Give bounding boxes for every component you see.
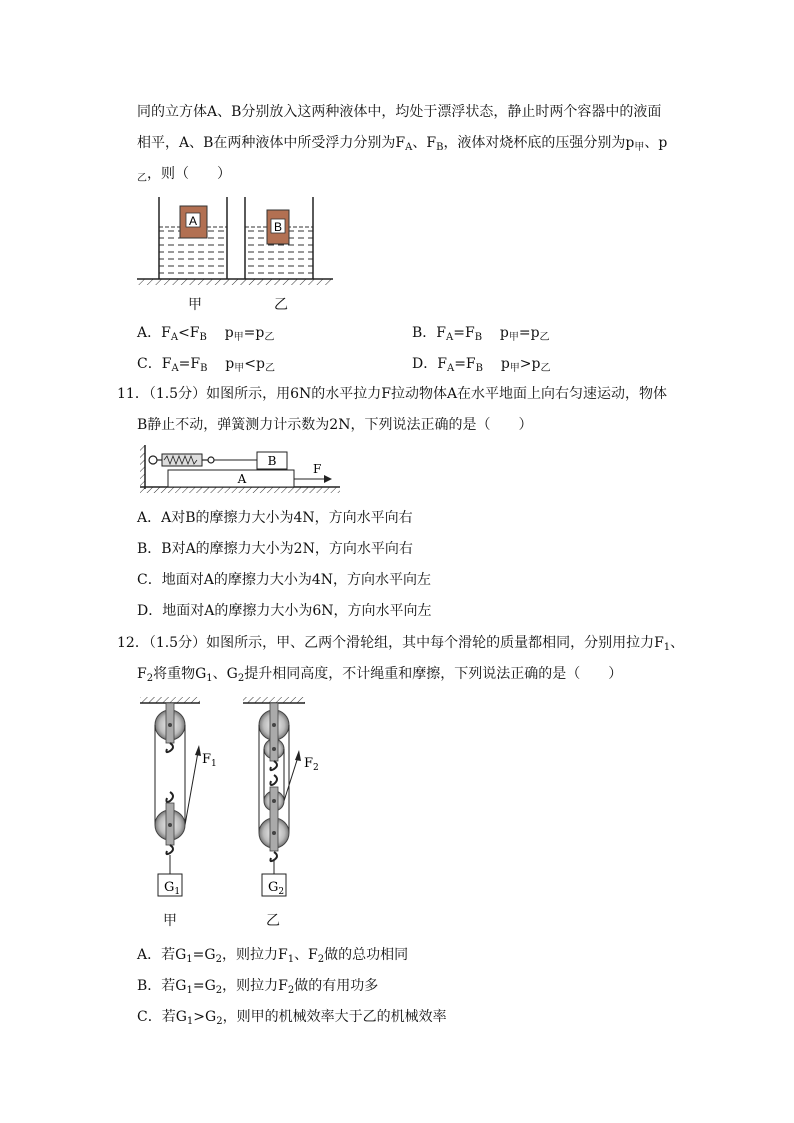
q12-pulley-figure <box>140 697 340 902</box>
q12-caption-jia: 甲 <box>163 913 177 929</box>
q12-option-b: B．若$G_1=G_2$，则拉力$F_2$做的有用功多 <box>137 978 379 996</box>
block-a-label: A <box>237 472 247 486</box>
weight-g1-label: $G_1$ <box>164 880 181 897</box>
q10-text-line1: 同的立方体A、B分别放入这两种液体中，均处于漂浮状态，静止时两个容器中的液面 <box>137 104 662 120</box>
q10-caption-yi: 乙 <box>274 297 288 313</box>
q10-option-a: A．$F_A<F_B$ $p_甲=p_乙$ <box>137 325 275 343</box>
q11-option-d: D．地面对A的摩擦力大小为6N，方向水平向左 <box>137 603 432 619</box>
cube-a-label: A <box>188 214 198 228</box>
weight-g2-label: $G_2$ <box>268 880 285 897</box>
force-f1-label: $F_1$ <box>202 752 217 769</box>
q10-option-c: C．$F_A=F_B$ $p_甲<p_乙$ <box>137 356 275 374</box>
q11-text-line1: 11．（1.5分）如图所示，用6N的水平拉力F拉动物体A在水平地面上向右匀速运动，物体 <box>117 386 668 402</box>
pulley-system-yi <box>243 697 319 897</box>
q12-option-a: A．若$G_1=G_2$，则拉力$F_1$、$F_2$做的总功相同 <box>137 947 409 965</box>
q12-text-line1: 12．（1.5分）如图所示，甲、乙两个滑轮组，其中每个滑轮的质量都相同，分别用拉力$F_1$、 <box>117 635 685 653</box>
q12-caption-yi: 乙 <box>266 913 280 929</box>
beaker-jia <box>159 197 227 279</box>
q12-text-line2: $F_2$将重物$G_1$、$G_2$提升相同高度，不计绳重和摩擦，下列说法正确的是（ ） <box>137 666 623 684</box>
q11-spring-figure <box>140 443 345 495</box>
beaker-yi <box>245 197 313 279</box>
q12-option-c: C．若$G_1>G_2$，则甲的机械效率大于乙的机械效率 <box>137 1009 447 1027</box>
cube-b-label: B <box>273 220 283 234</box>
q11-text-line2: B静止不动，弹簧测力计示数为2N，下列说法正确的是（ ） <box>137 417 533 433</box>
q10-option-b: B．$F_A=F_B$ $p_甲=p_乙$ <box>412 325 550 343</box>
q10-caption-jia: 甲 <box>188 297 202 313</box>
force-f-label: F <box>313 462 322 476</box>
ground-hatch <box>137 279 333 285</box>
q11-option-c: C．地面对A的摩擦力大小为4N，方向水平向左 <box>137 572 431 588</box>
q10-option-d: D．$F_A=F_B$ $p_甲>p_乙$ <box>412 356 551 374</box>
force-f2-label: $F_2$ <box>304 756 319 773</box>
block-b-label: B <box>267 454 277 468</box>
q11-option-b: B．B对A的摩擦力大小为2N，方向水平向右 <box>137 541 413 557</box>
q10-text-line3: $_乙$，则（ ） <box>137 166 231 184</box>
pulley-system-jia <box>140 697 217 897</box>
q11-option-a: A．A对B的摩擦力大小为4N，方向水平向右 <box>137 510 413 526</box>
q10-text-line2: 相平，A、B在两种液体中所受浮力分别为$F_A$、$F_B$，液体对烧杯底的压强分别为$p_甲$、p <box>137 135 668 153</box>
q10-beakers-figure <box>137 193 337 293</box>
block-a <box>168 470 294 487</box>
